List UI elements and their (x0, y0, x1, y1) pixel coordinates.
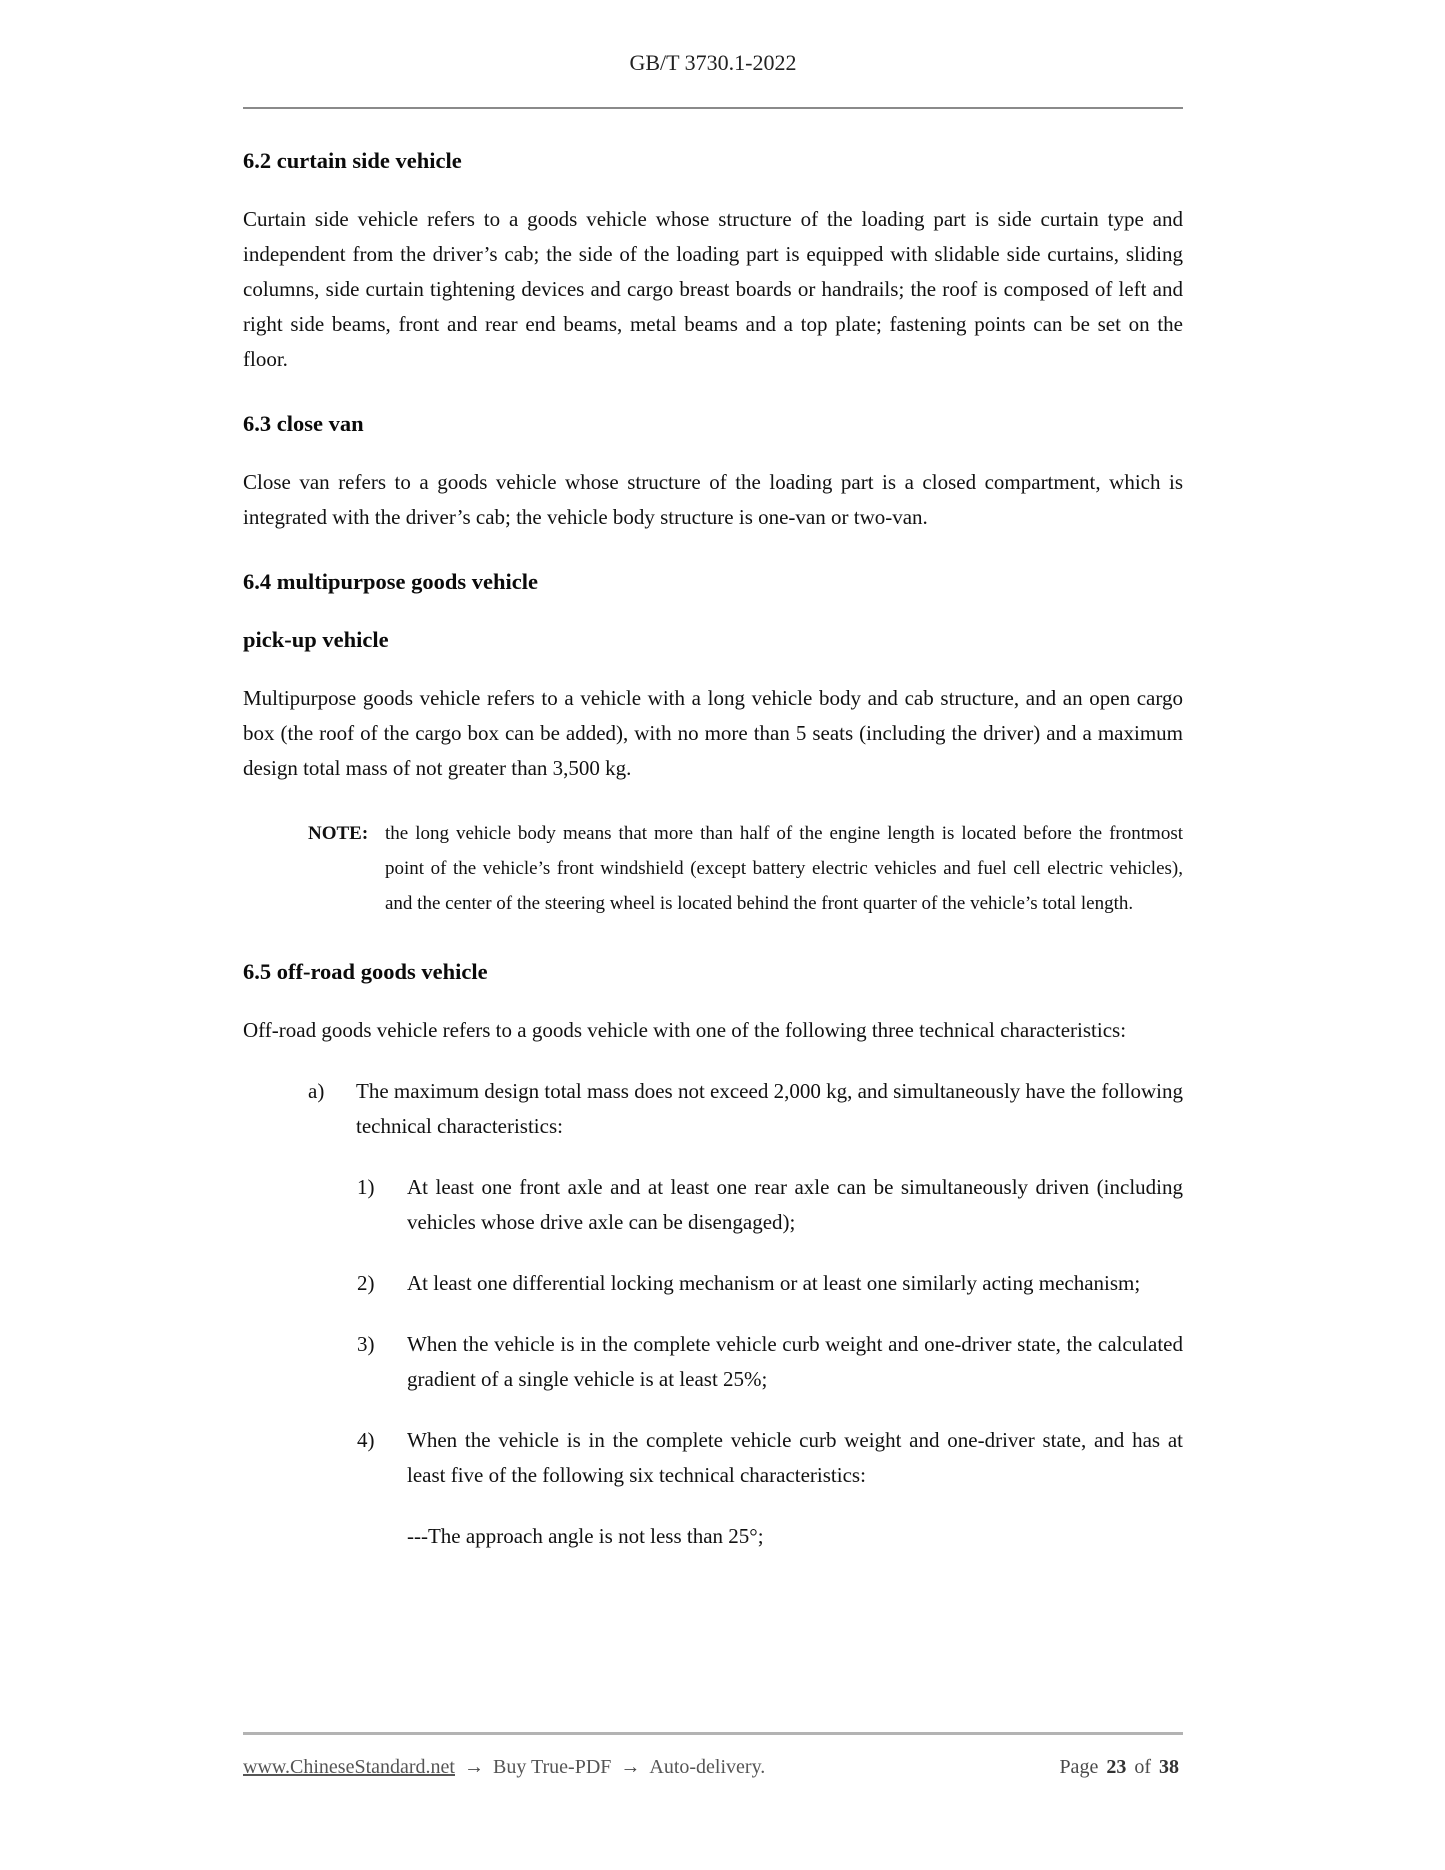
sub-list-item-1-text: At least one front axle and at least one rear axle can be simultaneously driven (including vehicles whose drive axle can be disengaged); (407, 1175, 1183, 1234)
page-footer (243, 1752, 1183, 1782)
sub-list-item-3-text: When the vehicle is in the complete vehicle curb weight and one-driver state, the calculated gradient of a single vehicle is at least 25%; (407, 1332, 1183, 1391)
paragraph-6-5: Off-road goods vehicle refers to a goods vehicle with one of the following three technical characteristics: (243, 1018, 1127, 1042)
sub-list-item-2-text: At least one differential locking mechanism or at least one similarly acting mechanism; (407, 1271, 1141, 1295)
subheading-pick-up-vehicle: pick-up vehicle (243, 627, 389, 652)
list-item-a-text: The maximum design total mass does not exceed 2,000 kg, and simultaneously have the following technical characteristics: (356, 1079, 1184, 1138)
sub-list-item-2 (243, 1266, 1183, 1301)
paragraph-6-3: Close van refers to a goods vehicle whose structure of the loading part is a closed compartment, which is integrated with the driver’s cab; the vehicle body structure is one-van or two-van. (243, 470, 1183, 529)
note-label: NOTE: (308, 823, 369, 844)
of-label: of (1134, 1756, 1151, 1778)
list-marker-3: 3) (357, 1332, 375, 1356)
section-heading-6-5: 6.5 off-road goods vehicle (243, 959, 488, 984)
page-indicator (1055, 1752, 1183, 1782)
section-heading-6-3: 6.3 close van (243, 411, 364, 436)
list-item-a (243, 1074, 1183, 1144)
list-marker-1: 1) (357, 1175, 375, 1199)
section-heading-6-4: 6.4 multipurpose goods vehicle (243, 569, 539, 594)
paragraph-6-4: Multipurpose goods vehicle refers to a vehicle with a long vehicle body and cab structure, and an open cargo box (the roof of the cargo box can be added), with no more than 5 seats (including the driver) and a maximum design total mass of not greater than 3,500 kg. (243, 686, 1183, 780)
footer-link[interactable]: www.ChineseStandard.net (243, 1756, 455, 1778)
paragraph-6-2: Curtain side vehicle refers to a goods vehicle whose structure of the loading part is side curtain type and independent from the driver’s cab; the side of the loading part is equipped with slidable side curtains, sliding columns, side curtain tightening devices and cargo breast boards or handrails; the roof is composed of left and right side beams, front and rear end beams, metal beams and a top plate; fastening points can be set on the floor. (243, 207, 1183, 371)
list-marker-4: 4) (357, 1428, 375, 1452)
footer-delivery-text: Auto-delivery. (649, 1756, 766, 1778)
arrow-icon: → (620, 1756, 641, 1778)
footer-buy-text: Buy True-PDF (493, 1756, 612, 1778)
sub-list-item-4-text: When the vehicle is in the complete vehicle curb weight and one-driver state, and has at least five of the following six technical characteristics: (407, 1428, 1183, 1487)
note-block (243, 816, 1183, 921)
dash-list-item: ---The approach angle is not less than 25°; (407, 1524, 764, 1548)
section-heading-6-2: 6.2 curtain side vehicle (243, 148, 462, 173)
doc-number: GB/T 3730.1-2022 (629, 50, 797, 75)
page-current: 23 (1106, 1756, 1127, 1778)
sub-list-item-1 (243, 1170, 1183, 1240)
header-rule (243, 107, 1183, 109)
sub-list-item-4 (243, 1423, 1183, 1493)
sub-list-item-3 (243, 1327, 1183, 1397)
page-label: Page (1059, 1756, 1099, 1778)
footer-left (243, 1752, 765, 1782)
page-total: 38 (1159, 1756, 1179, 1778)
list-marker-a: a) (308, 1079, 325, 1103)
note-text: the long vehicle body means that more than half of the engine length is located before the frontmost point of the vehicle’s front windshield (except battery electric vehicles and fuel cell electric vehicles), and the center of the steering wheel is located behind the front quarter of the vehicle’s total length. (385, 823, 1183, 914)
list-marker-2: 2) (357, 1271, 375, 1295)
arrow-icon: → (464, 1756, 484, 1778)
footer-rule (243, 1732, 1183, 1735)
page-content (243, 0, 1183, 1554)
